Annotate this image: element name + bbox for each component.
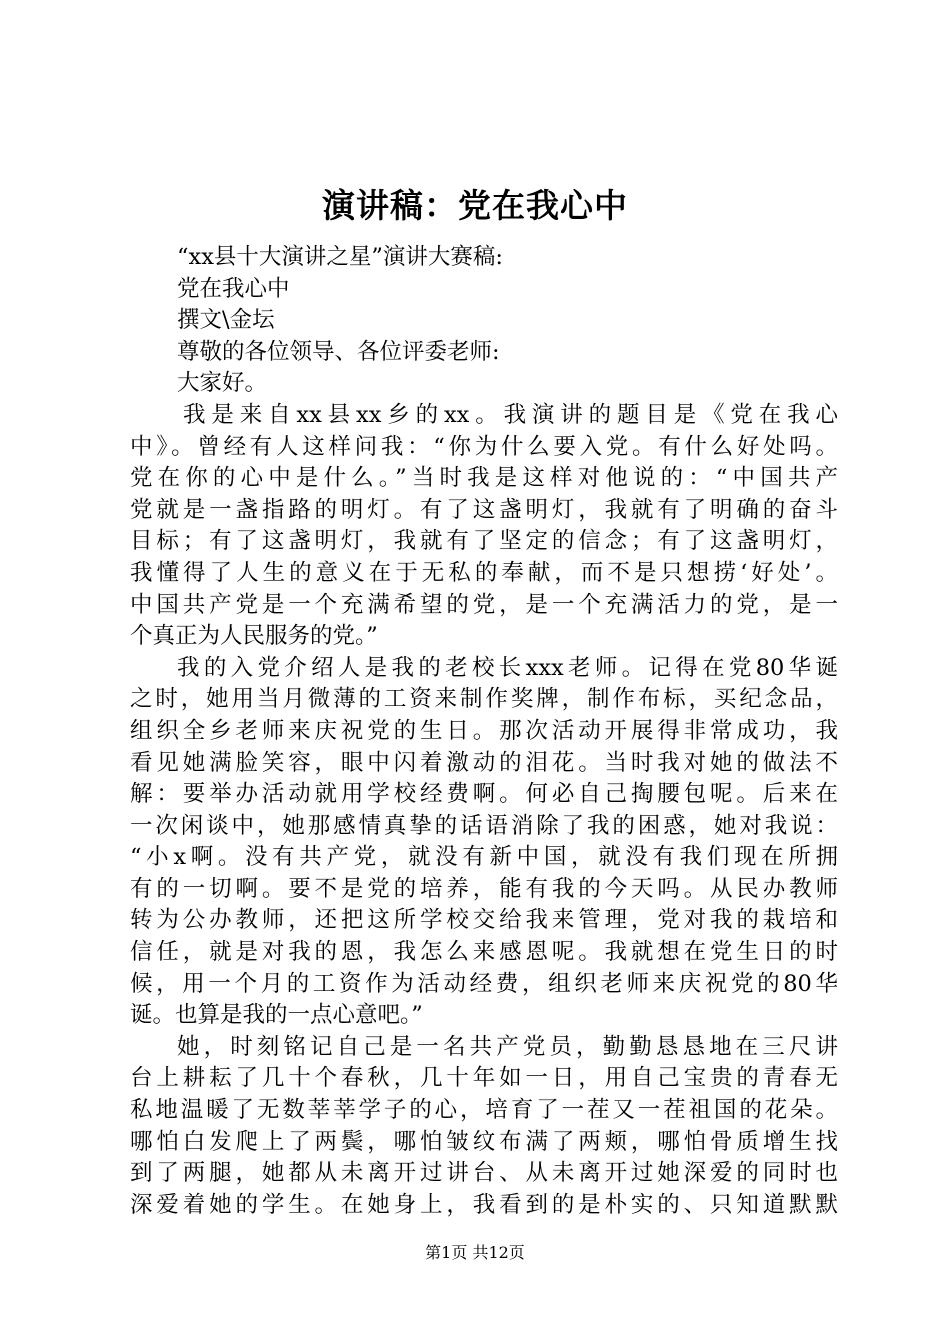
paragraph-line: 我懂得了人生的意义在于无私的奉献，而不是只想捞‘好处’。 (130, 559, 838, 586)
paragraph-line: 党在你的心中是什么。”当时我是这样对他说的：“中国共产 (130, 465, 838, 492)
paragraph-line: 看见她满脸笑容，眼中闪着激动的泪花。当时我对她的做法不 (130, 749, 838, 776)
header-line: 撰文\金坛 (177, 307, 275, 334)
header-line: 大家好。 (177, 370, 268, 397)
paragraph-line: 信任，就是对我的恩，我怎么来感恩呢。我就想在党生日的时 (130, 939, 838, 966)
paragraph-line: 有的一切啊。要不是党的培养，能有我的今天吗。从民办教师 (130, 875, 838, 902)
paragraph-line: 台上耕耘了几十个春秋，几十年如一日，用自己宝贵的青春无 (130, 1065, 838, 1092)
header-line: 党在我心中 (177, 275, 290, 302)
paragraph-line: 之时，她用当月微薄的工资来制作奖牌，制作布标，买纪念品， (130, 686, 838, 713)
paragraph-line: 诞。也算是我的一点心意吧。” (130, 1002, 423, 1029)
paragraph-line: 深爱着她的学生。在她身上，我看到的是朴实的、只知道默默 (130, 1191, 838, 1218)
paragraph-line: “小x啊。没有共产党，就没有新中国，就没有我们现在所拥 (130, 844, 838, 871)
document-title: 演讲稿：党在我心中 (322, 186, 628, 225)
paragraph-line: 个真正为人民服务的党。” (130, 623, 378, 650)
paragraph-line: 转为公办教师，还把这所学校交给我来管理，党对我的栽培和 (130, 907, 838, 934)
paragraph-line: 中国共产党是一个充满希望的党，是一个充满活力的党，是一 (130, 591, 838, 618)
paragraph-line: 党就是一盏指路的明灯。有了这盏明灯，我就有了明确的奋斗 (130, 496, 838, 523)
header-line: 尊敬的各位领导、各位评委老师: (177, 338, 500, 365)
paragraph-line: 一次闲谈中，她那感情真挚的话语消除了我的困惑，她对我说： (130, 812, 838, 839)
paragraph-line: 我的入党介绍人是我的老校长xxx老师。记得在党80华诞 (177, 654, 838, 681)
paragraph-line: 组织全乡老师来庆祝党的生日。那次活动开展得非常成功，我 (130, 717, 838, 744)
paragraph-line: 候，用一个月的工资作为活动经费，组织老师来庆祝党的80华 (130, 970, 838, 997)
paragraph-line: 中》。曾经有人这样问我：“你为什么要入党。有什么好处吗。 (130, 433, 838, 460)
paragraph-line: 目标；有了这盏明灯，我就有了坚定的信念；有了这盏明灯， (130, 528, 838, 555)
header-line: “xx县十大演讲之星”演讲大赛稿: (177, 244, 503, 270)
page-footer: 第1页 共12页 (425, 1243, 525, 1262)
paragraph-line: 私地温暖了无数莘莘学子的心，培育了一茬又一茬祖国的花朵。 (130, 1097, 838, 1124)
paragraph-line: 哪怕白发爬上了两鬓，哪怕皱纹布满了两颊，哪怕骨质增生找 (130, 1128, 838, 1155)
paragraph-line: 到了两腿，她都从未离开过讲台、从未离开过她深爱的同时也 (130, 1160, 838, 1187)
paragraph-line: 解：要举办活动就用学校经费啊。何必自己掏腰包呢。后来在 (130, 781, 838, 808)
paragraph-line: 她，时刻铭记自己是一名共产党员，勤勤恳恳地在三尺讲 (177, 1033, 838, 1060)
paragraph-line: 我是来自xx县xx乡的xx。我演讲的题目是《党在我心 (183, 401, 838, 428)
document-body (130, 242, 838, 1221)
